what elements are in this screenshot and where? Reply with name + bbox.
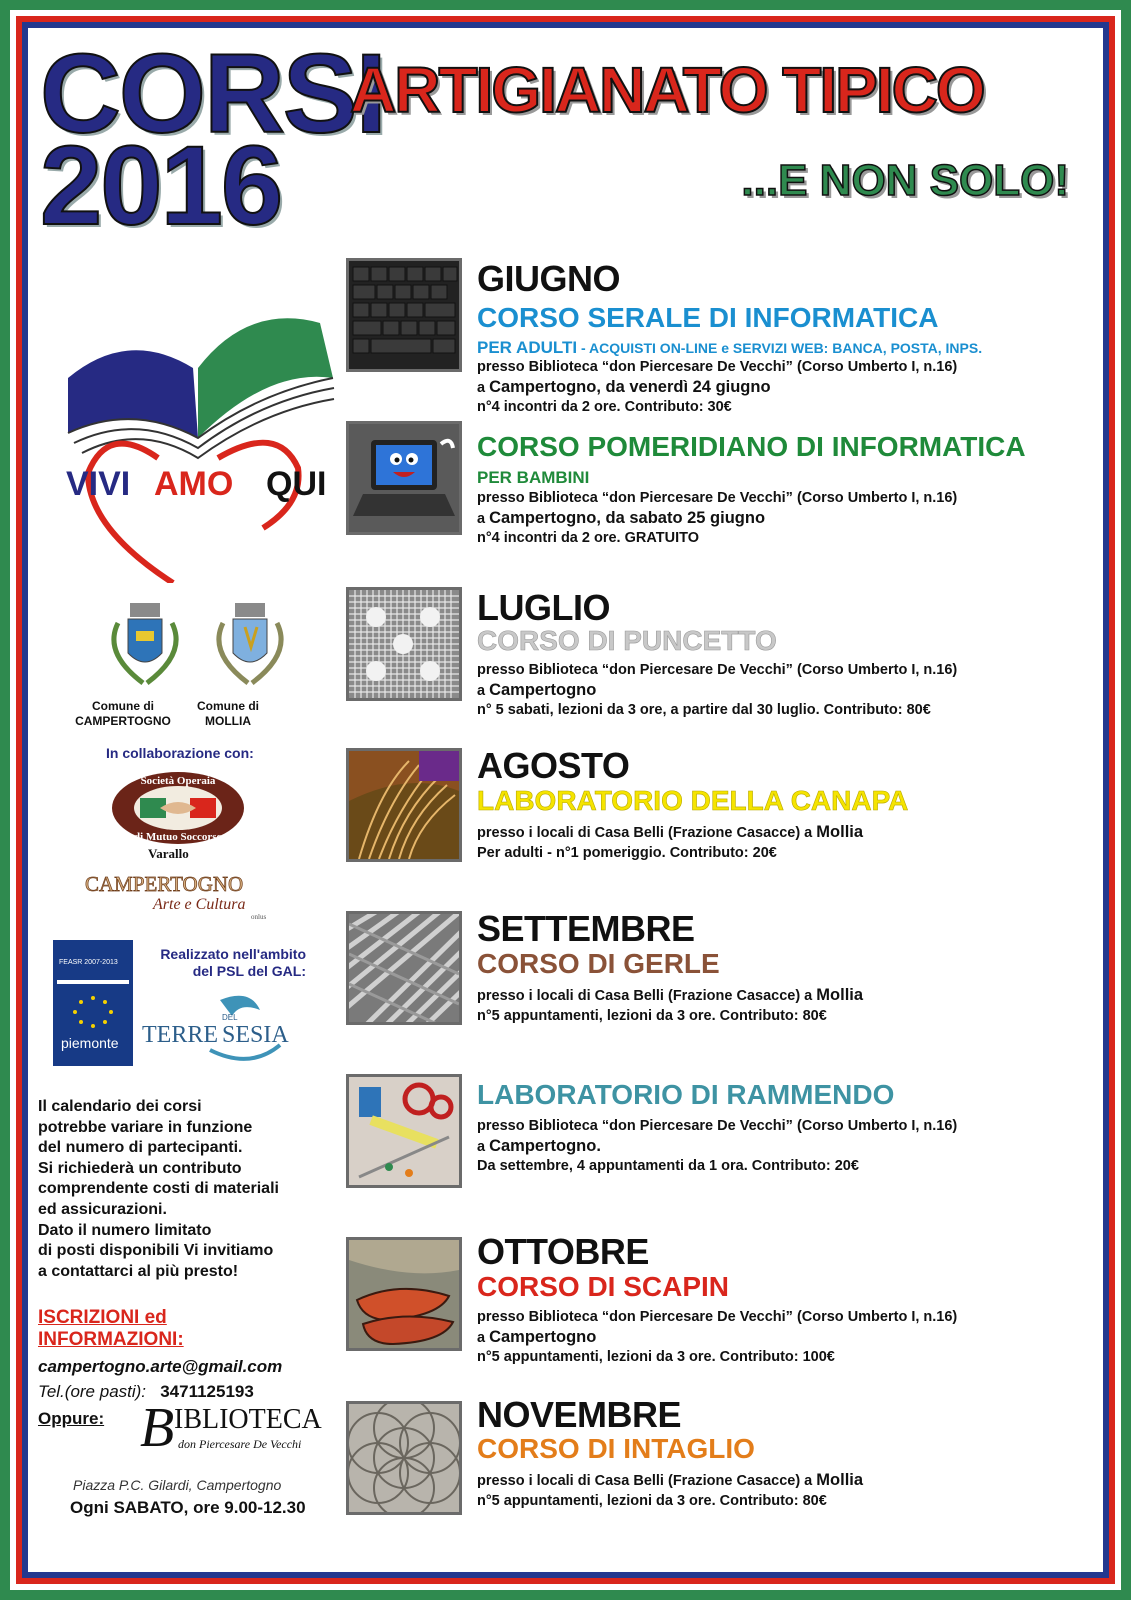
corsi-year-heading <box>40 31 385 248</box>
viviamo-qui-logo <box>48 283 348 583</box>
note-line: Dato il numero limitato <box>38 1221 212 1239</box>
course-details-canapa <box>477 823 863 863</box>
note-line: di posti disponibili Vi invitiamo <box>38 1242 274 1260</box>
laptop-cartoon-photo <box>346 421 462 535</box>
biblioteca-hours: Ogni SABATO, ore 9.00-12.30 <box>70 1498 306 1517</box>
feasr-label: FEASR 2007-2013 <box>59 959 118 966</box>
phone-label: Tel.(ore pasti): <box>38 1382 147 1401</box>
logo-vivi: VIVI <box>66 465 131 503</box>
piemonte-label: piemonte <box>61 1035 119 1051</box>
month-luglio: LUGLIO <box>477 587 610 628</box>
contact-email[interactable]: campertogno.arte@gmail.com <box>38 1357 283 1376</box>
biblioteca-title: IBLIOTECA <box>174 1404 322 1435</box>
psl-gal-line1: Realizzato nell'ambito <box>160 946 306 962</box>
woven-basket-icon <box>349 914 459 1022</box>
scapin-shoes-photo <box>346 1237 462 1351</box>
psl-gal-line2: del PSL del GAL: <box>192 963 306 979</box>
biblioteca-b: B <box>140 1400 175 1459</box>
logo-qui: QUI <box>266 465 327 503</box>
laptop-cartoon-icon <box>349 424 459 532</box>
soms-bottom-text: di Mutuo Soccorso <box>134 831 222 843</box>
year: 2016 <box>40 123 282 248</box>
note-line: ed assicurazioni. <box>38 1200 167 1218</box>
month-agosto: AGOSTO <box>477 745 630 786</box>
course-title-rammendo: LABORATORIO DI RAMMENDO <box>477 1079 895 1110</box>
eu-flag-icon <box>53 940 133 1066</box>
course-details-puncetto <box>477 661 957 721</box>
course-title-intaglio: CORSO DI INTAGLIO <box>477 1433 755 1464</box>
campertogno-arte-cultura-logo <box>83 873 273 923</box>
terre-del-sesia-logo <box>140 990 310 1064</box>
registration-line1: ISCRIZIONI ed <box>38 1307 167 1328</box>
note-line: comprendente costi di materiali <box>38 1180 279 1198</box>
course-info: n°5 appuntamenti, lezioni da 3 ore. Contributo: 80€ <box>477 1007 827 1024</box>
month-ottobre: OTTOBRE <box>477 1231 649 1272</box>
varallo-label: Varallo <box>148 846 189 861</box>
course-title-puncetto: CORSO DI PUNCETTO <box>477 625 777 656</box>
oppure-label: Oppure: <box>38 1409 105 1428</box>
course-audience-adulti <box>477 338 982 358</box>
month-novembre: NOVEMBRE <box>477 1394 682 1435</box>
soms-logo <box>108 768 248 858</box>
course-a: a <box>477 1329 490 1346</box>
course-location: presso Biblioteca “don Piercesare De Vecchi” (Corso Umberto I, n.16) <box>477 1118 958 1134</box>
course-location: presso Biblioteca “don Piercesare De Vecchi” (Corso Umberto I, n.16) <box>477 662 958 678</box>
scapin-shoes-icon <box>349 1240 459 1348</box>
month-giugno: GIUGNO <box>477 258 621 299</box>
crests-icon <box>68 593 308 703</box>
gerle-basket-photo <box>346 911 462 1025</box>
crest-label-line: Comune di <box>92 699 154 713</box>
wood-carving-icon <box>349 1404 459 1512</box>
course-title-gerle: CORSO DI GERLE <box>477 948 720 979</box>
puncetto-lace-photo <box>346 587 462 701</box>
course-place: Mollia <box>816 1471 864 1489</box>
course-a: a <box>477 682 490 699</box>
camp-arte-onlus: onlus <box>251 913 267 921</box>
note-line: Si richiederà un contributo <box>38 1159 242 1177</box>
course-place: Campertogno <box>489 1327 597 1346</box>
course-a: a <box>477 510 490 527</box>
audience-topics: - ACQUISTI ON-LINE e SERVIZI WEB: BANCA, POSTA, INPS. <box>577 340 983 356</box>
main-title: ARTIGIANATO TIPICO <box>350 54 984 126</box>
hemp-photo <box>346 748 462 862</box>
note-line: del numero di partecipanti. <box>38 1139 243 1157</box>
course-place: Campertogno, da sabato 25 giugno <box>489 508 766 527</box>
course-location: presso Biblioteca “don Piercesare De Vecchi” (Corso Umberto I, n.16) <box>477 1309 958 1325</box>
course-location: presso i locali di Casa Belli (Frazione Casacce) a <box>477 1473 817 1489</box>
course-info: n°5 appuntamenti, lezioni da 3 ore. Contributo: 100€ <box>477 1349 835 1365</box>
eu-piemonte-logo <box>53 940 133 1066</box>
course-audience-bambini: PER BAMBINI <box>477 468 590 487</box>
corsi-word: CORSI <box>40 31 385 156</box>
keyboard-icon <box>349 261 459 369</box>
sewing-tools-icon <box>349 1077 459 1185</box>
sewing-photo <box>346 1074 462 1188</box>
course-title-informatica-adulti: CORSO SERALE DI INFORMATICA <box>477 302 939 333</box>
course-place: Campertogno <box>489 680 597 699</box>
course-info: Da settembre, 4 appuntamenti da 1 ora. Contributo: 20€ <box>477 1158 859 1174</box>
course-location: presso Biblioteca “don Piercesare De Vecchi” (Corso Umberto I, n.16) <box>477 359 958 375</box>
course-place: Campertogno, da venerdì 24 giugno <box>489 377 771 396</box>
course-info: n°4 incontri da 2 ore. GRATUITO <box>477 530 699 546</box>
del-word: DEL <box>222 1013 238 1022</box>
biblioteca-subtitle: don Piercesare De Vecchi <box>178 1437 302 1451</box>
open-book-heart-icon <box>48 283 348 583</box>
course-details-gerle <box>477 986 863 1026</box>
note-line: a contattarci al più presto! <box>38 1262 239 1280</box>
sesia-word: SESIA <box>222 1022 289 1048</box>
camp-arte-subtitle: Arte e Cultura <box>153 896 246 913</box>
course-info: Per adulti - n°1 pomeriggio. Contributo: 20€ <box>477 844 777 861</box>
biblioteca-logo <box>140 1400 330 1460</box>
crest-label-name: CAMPERTOGNO <box>75 714 171 728</box>
registration-heading <box>38 1307 184 1351</box>
course-details-rammendo <box>477 1117 957 1177</box>
registration-line2: INFORMAZIONI: <box>38 1329 184 1350</box>
municipal-crests <box>68 593 308 743</box>
hemp-fibers-icon <box>349 751 459 859</box>
crest-label-mollia <box>173 699 283 729</box>
lace-pattern-icon <box>349 590 459 698</box>
terre-del-sesia-icon <box>140 990 310 1064</box>
intaglio-carving-photo <box>346 1401 462 1515</box>
camp-arte-title: CAMPERTOGNO <box>85 873 244 896</box>
course-details-scapin <box>477 1308 957 1368</box>
poster <box>28 28 1103 1572</box>
course-title-informatica-bambini: CORSO POMERIDIANO DI INFORMATICA <box>477 431 1026 462</box>
calendar-note <box>38 1097 338 1282</box>
course-place: Mollia <box>816 986 864 1004</box>
note-line: Il calendario dei corsi <box>38 1098 202 1115</box>
course-title-scapin: CORSO DI SCAPIN <box>477 1271 730 1302</box>
course-info: n°4 incontri da 2 ore. Contributo: 30€ <box>477 399 732 415</box>
phone-number: 3471125193 <box>160 1382 254 1401</box>
collaboration-heading: In collaborazione con: <box>106 745 254 761</box>
crest-label-name: MOLLIA <box>205 714 251 728</box>
course-place: Mollia <box>816 823 864 841</box>
course-location: presso i locali di Casa Belli (Frazione Casacce) a <box>477 988 817 1004</box>
contact-phone[interactable] <box>38 1382 254 1402</box>
crest-label-line: Comune di <box>197 699 259 713</box>
course-details-informatica-adulti <box>477 358 957 418</box>
audience-label: PER ADULTI <box>477 338 578 357</box>
course-a: a <box>477 379 490 396</box>
course-location: presso Biblioteca “don Piercesare De Vecchi” (Corso Umberto I, n.16) <box>477 490 958 506</box>
course-info: n° 5 sabati, lezioni da 3 ore, a partire dal 30 luglio. Contributo: 80€ <box>477 702 931 718</box>
subtitle: ...E NON SOLO! <box>741 156 1069 205</box>
soms-top-text: Società Operaia <box>140 775 216 787</box>
month-settembre: SETTEMBRE <box>477 908 695 949</box>
psl-gal-note <box>136 946 306 980</box>
keyboard-photo <box>346 258 462 372</box>
note-line: potrebbe variare in funzione <box>38 1118 253 1136</box>
course-details-intaglio <box>477 1471 863 1511</box>
biblioteca-address: Piazza P.C. Gilardi, Campertogno <box>73 1477 282 1493</box>
biblioteca-logo-icon <box>140 1400 330 1460</box>
logo-amo: AMO <box>154 465 234 503</box>
course-a: a <box>477 1138 490 1155</box>
terre-word: TERRE <box>142 1022 218 1048</box>
course-details-informatica-bambini <box>477 489 957 549</box>
crest-label-campertogno <box>68 699 178 729</box>
arte-cultura-logo-icon <box>83 873 273 923</box>
handshake-emblem-icon <box>108 768 248 848</box>
course-info: n°5 appuntamenti, lezioni da 3 ore. Contributo: 80€ <box>477 1492 827 1509</box>
course-location: presso i locali di Casa Belli (Frazione Casacce) a <box>477 825 817 841</box>
course-place: Campertogno. <box>489 1136 601 1155</box>
course-title-canapa: LABORATORIO DELLA CANAPA <box>477 785 909 816</box>
